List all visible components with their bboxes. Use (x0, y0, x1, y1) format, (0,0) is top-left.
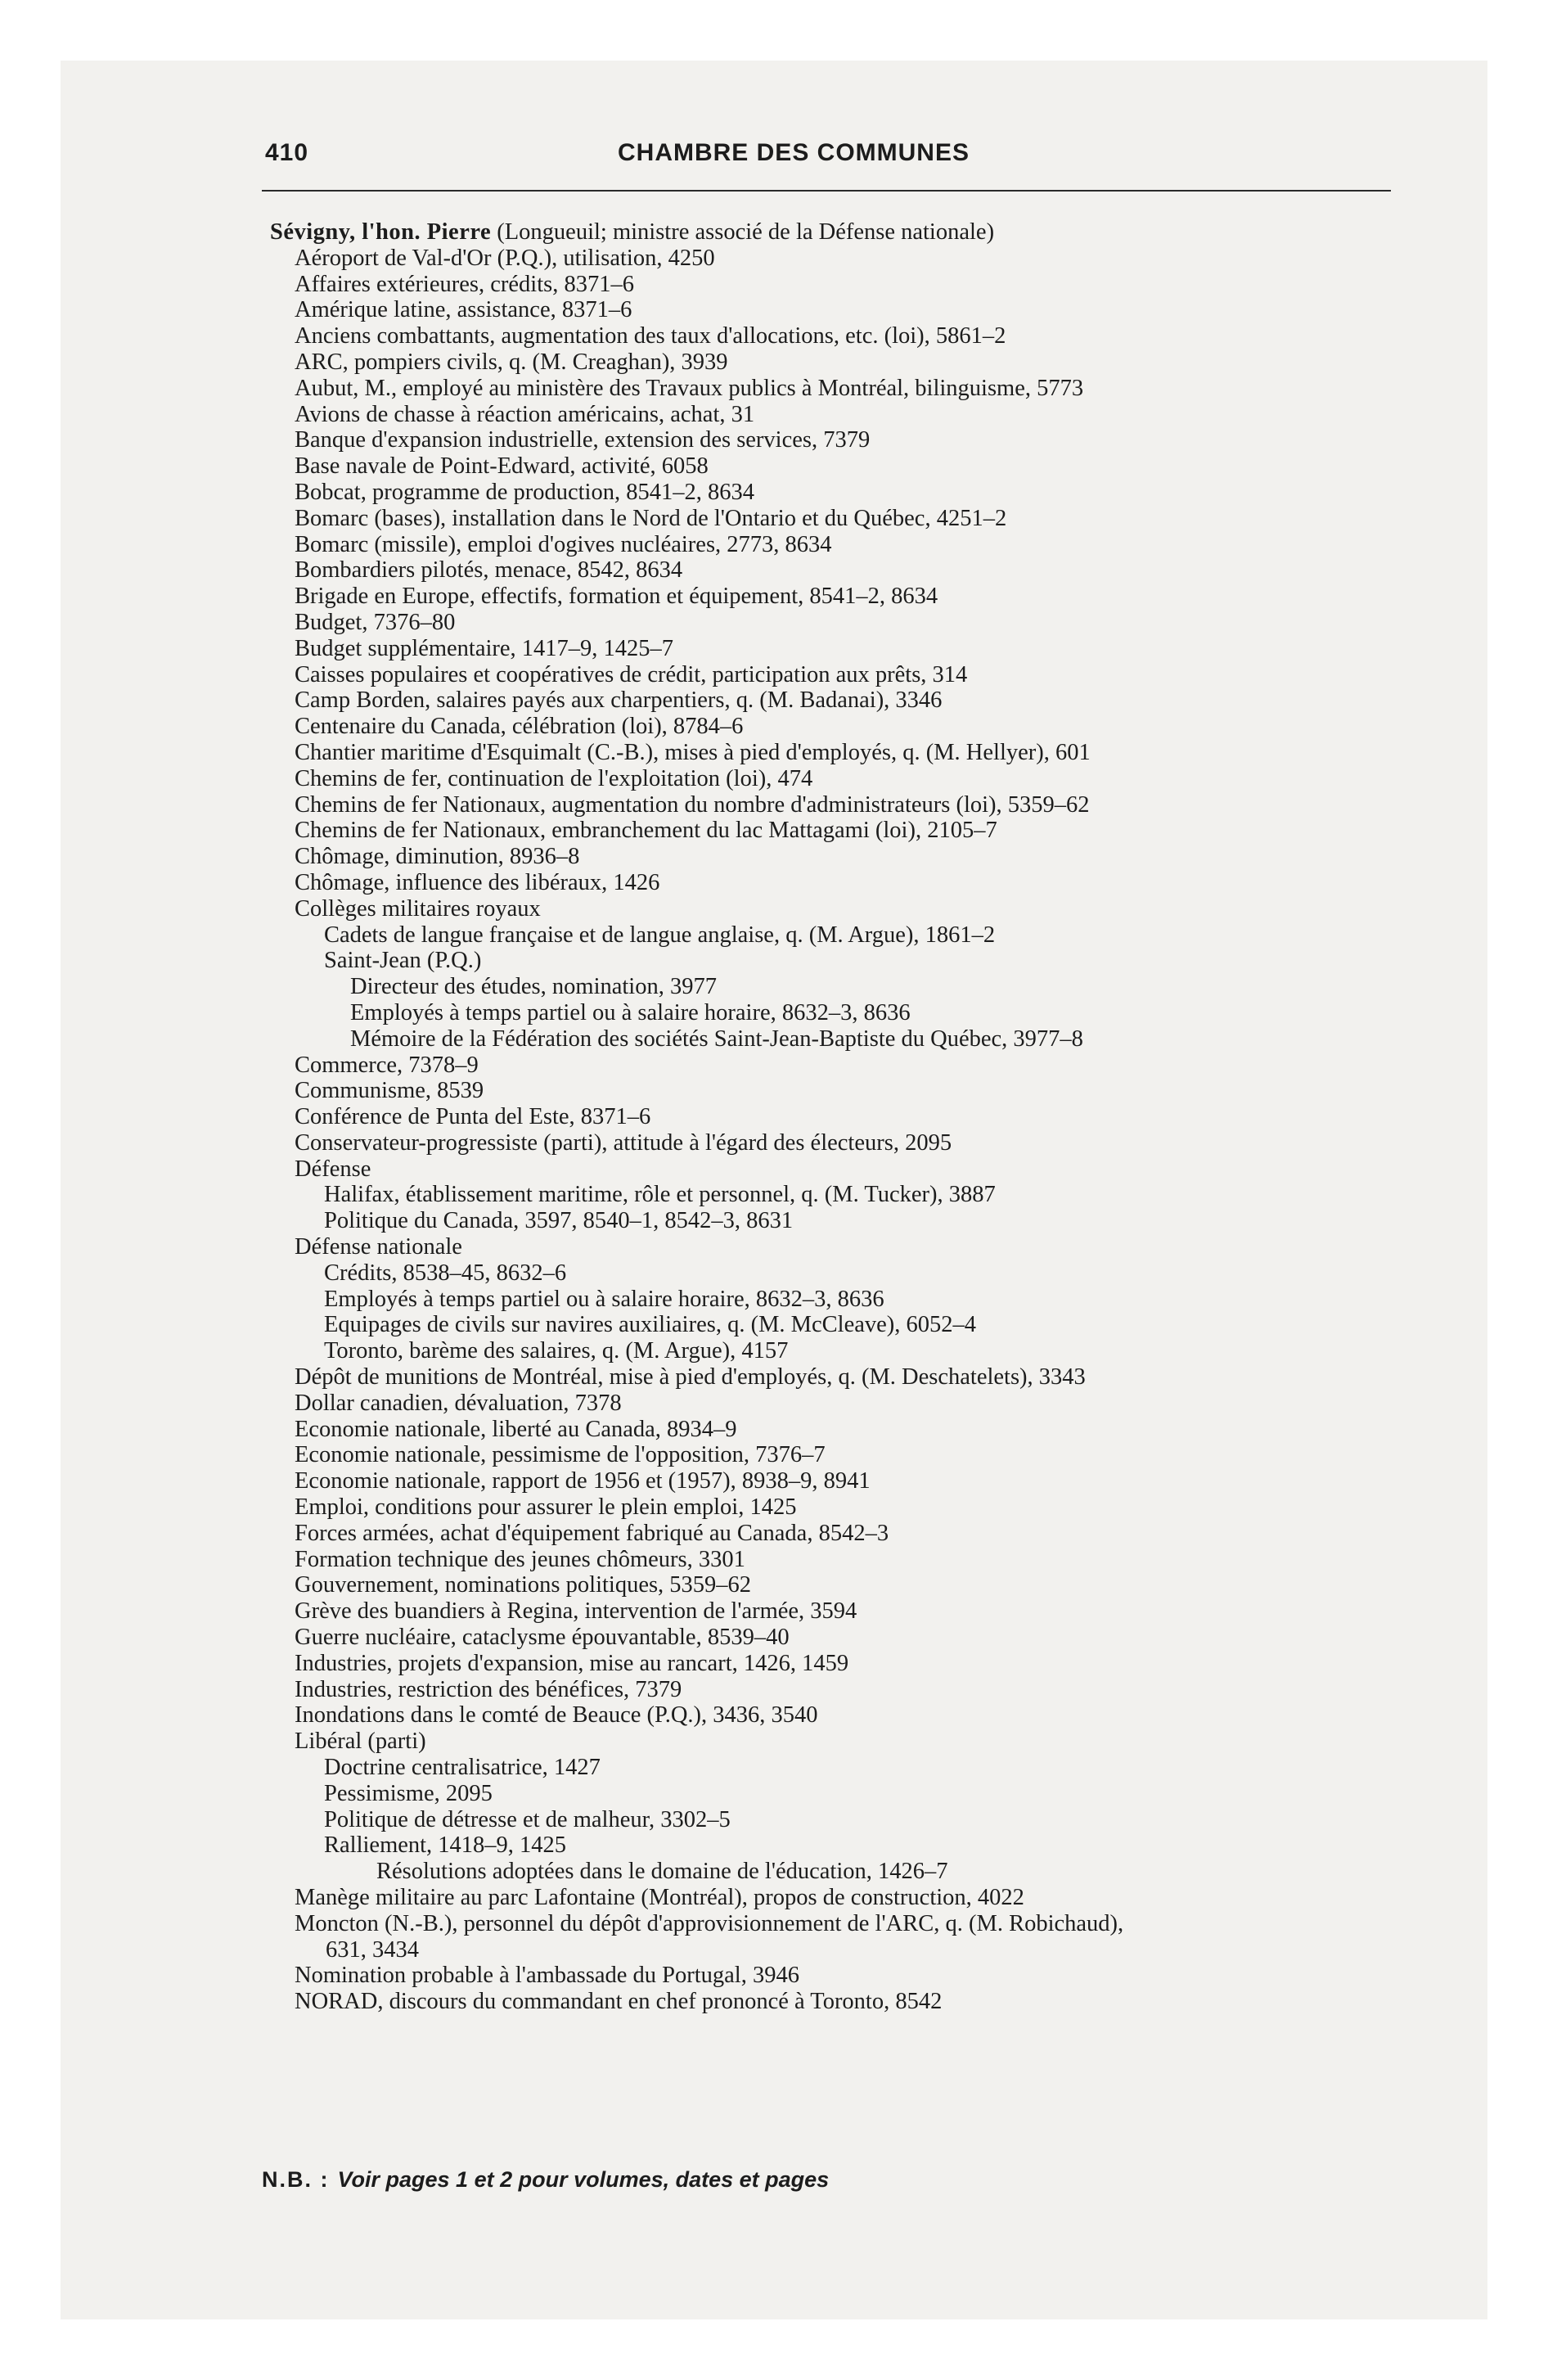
index-entry: Bombardiers pilotés, menace, 8542, 8634 (295, 557, 683, 584)
index-entry: Anciens combattants, augmentation des taux d'allocations, etc. (loi), 5861–2 (295, 323, 1006, 349)
index-entry: Chemins de fer Nationaux, augmentation du nombre d'administrateurs (loi), 5359–62 (295, 791, 1090, 818)
footnote-text: Voir pages 1 et 2 pour volumes, dates et pages (337, 2167, 830, 2192)
index-entry: Budget supplémentaire, 1417–9, 1425–7 (295, 635, 674, 661)
footnote-abbr: N.B. : (262, 2167, 330, 2192)
index-entry: Guerre nucléaire, cataclysme épouvantable, 8539–40 (295, 1625, 790, 1651)
index-entry: Moncton (N.-B.), personnel du dépôt d'approvisionnement de l'ARC, q. (M. Robichaud), (295, 1910, 1124, 1936)
index-entry: Aéroport de Val-d'Or (P.Q.), utilisation, 4250 (295, 245, 715, 271)
index-entry: Industries, restriction des bénéfices, 7379 (295, 1676, 682, 1702)
running-title: CHAMBRE DES COMMUNES (617, 139, 970, 166)
index-entry: Manège militaire au parc Lafontaine (Montréal), propos de construction, 4022 (295, 1885, 1024, 1910)
index-entry-continuation: 631, 3434 (326, 1936, 419, 1963)
index-entry: Economie nationale, liberté au Canada, 8934–9 (295, 1416, 737, 1442)
index-entry: Economie nationale, pessimisme de l'opposition, 7376–7 (295, 1442, 826, 1468)
index-subentry: Pessimisme, 2095 (324, 1780, 493, 1806)
index-entry: Economie nationale, rapport de 1956 et (1957), 8938–9, 8941 (295, 1468, 871, 1494)
index-entry: Aubut, M., employé au ministère des Travaux publics à Montréal, bilinguisme, 5773 (295, 375, 1084, 401)
index-entry: Banque d'expansion industrielle, extension des services, 7379 (295, 427, 871, 453)
index-subentry: Cadets de langue française et de langue anglaise, q. (M. Argue), 1861–2 (324, 922, 996, 948)
heading-affiliation: (Longueuil; ministre associé de la Défense nationale) (497, 219, 995, 245)
index-subsubentry: Employés à temps partiel ou à salaire horaire, 8632–3, 8636 (350, 999, 911, 1025)
index-entry: Budget, 7376–80 (295, 609, 456, 635)
index-entry: Formation technique des jeunes chômeurs, 3301 (295, 1546, 745, 1572)
index-entry: Amérique latine, assistance, 8371–6 (295, 297, 632, 323)
index-entry: Inondations dans le comté de Beauce (P.Q.), 3436, 3540 (295, 1702, 818, 1729)
index-entry: Dépôt de munitions de Montréal, mise à pied d'employés, q. (M. Deschatelets), 3343 (295, 1364, 1086, 1391)
index-entry: ARC, pompiers civils, q. (M. Creaghan), 3939 (295, 349, 728, 375)
index-entries (270, 219, 1415, 2015)
index-entry: Affaires extérieures, crédits, 8371–6 (295, 271, 634, 297)
index-entry: Avions de chasse à réaction américains, achat, 31 (295, 401, 755, 427)
index-subentry: Employés à temps partiel ou à salaire horaire, 8632–3, 8636 (324, 1286, 884, 1312)
header-rule (262, 190, 1391, 192)
index-entry: Bomarc (bases), installation dans le Nord de l'Ontario et du Québec, 4251–2 (295, 505, 1007, 531)
index-entry: Conférence de Punta del Este, 8371–6 (295, 1104, 651, 1130)
page-number: 410 (265, 139, 309, 166)
index-entry: Brigade en Europe, effectifs, formation et équipement, 8541–2, 8634 (295, 584, 938, 610)
index-subsubentry: Mémoire de la Fédération des sociétés Saint-Jean-Baptiste du Québec, 3977–8 (350, 1025, 1083, 1052)
index-entry: Chômage, influence des libéraux, 1426 (295, 869, 660, 895)
index-entry: Conservateur-progressiste (parti), attitude à l'égard des électeurs, 2095 (295, 1129, 952, 1156)
index-heading (270, 219, 1415, 246)
index-entry: Bomarc (missile), emploi d'ogives nucléaires, 2773, 8634 (295, 531, 832, 557)
index-entry: Camp Borden, salaires payés aux charpentiers, q. (M. Badanai), 3346 (295, 687, 943, 714)
index-subentry: Politique de détresse et de malheur, 3302–5 (324, 1806, 731, 1832)
index-entry: Collèges militaires royaux (295, 895, 541, 922)
index-subentry: Equipages de civils sur navires auxiliaires, q. (M. McCleave), 6052–4 (324, 1312, 977, 1338)
index-entry: Gouvernement, nominations politiques, 5359–62 (295, 1572, 752, 1598)
index-subsubentry: Résolutions adoptées dans le domaine de l'éducation, 1426–7 (376, 1859, 948, 1885)
index-subsubentry: Directeur des études, nomination, 3977 (350, 974, 717, 1000)
index-entry: Chemins de fer Nationaux, embranchement du lac Mattagami (loi), 2105–7 (295, 818, 997, 844)
index-subentry: Ralliement, 1418–9, 1425 (324, 1832, 567, 1859)
index-entry: Libéral (parti) (295, 1729, 426, 1755)
index-subentry: Doctrine centralisatrice, 1427 (324, 1755, 601, 1781)
index-subentry: Toronto, barème des salaires, q. (M. Argue), 4157 (324, 1338, 789, 1364)
index-entry: Grève des buandiers à Regina, intervention de l'armée, 3594 (295, 1598, 857, 1625)
index-entry: Nomination probable à l'ambassade du Portugal, 3946 (295, 1963, 799, 1989)
index-entry: Défense nationale (295, 1234, 462, 1260)
index-entry: Bobcat, programme de production, 8541–2, 8634 (295, 479, 754, 505)
index-entry: Défense (295, 1156, 371, 1182)
index-entry: NORAD, discours du commandant en chef prononcé à Toronto, 8542 (295, 1989, 943, 2015)
index-entry: Emploi, conditions pour assurer le plein emploi, 1425 (295, 1494, 797, 1521)
index-entry: Communisme, 8539 (295, 1078, 484, 1104)
index-entry: Dollar canadien, dévaluation, 7378 (295, 1390, 622, 1416)
index-entry: Chemins de fer, continuation de l'exploitation (loi), 474 (295, 765, 813, 791)
index-entry: Commerce, 7378–9 (295, 1052, 479, 1078)
index-entry: Forces armées, achat d'équipement fabriqué au Canada, 8542–3 (295, 1520, 889, 1546)
footnote (262, 2167, 829, 2193)
index-subentry: Politique du Canada, 3597, 8540–1, 8542–3, 8631 (324, 1208, 794, 1234)
index-entry: Caisses populaires et coopératives de crédit, participation aux prêts, 314 (295, 661, 968, 687)
page-header (196, 139, 1391, 180)
index-subentry: Saint-Jean (P.Q.) (324, 948, 482, 974)
index-entry: Chômage, diminution, 8936–8 (295, 844, 580, 870)
index-subentry: Crédits, 8538–45, 8632–6 (324, 1260, 567, 1286)
index-entry: Centenaire du Canada, célébration (loi), 8784–6 (295, 714, 744, 740)
index-subentry: Halifax, établissement maritime, rôle et personnel, q. (M. Tucker), 3887 (324, 1182, 996, 1208)
index-entry: Base navale de Point-Edward, activité, 6058 (295, 453, 709, 480)
index-entry: Chantier maritime d'Esquimalt (C.-B.), mises à pied d'employés, q. (M. Hellyer), 601 (295, 739, 1091, 765)
index-entry: Industries, projets d'expansion, mise au rancart, 1426, 1459 (295, 1650, 849, 1676)
heading-name: Sévigny, l'hon. Pierre (270, 219, 492, 245)
